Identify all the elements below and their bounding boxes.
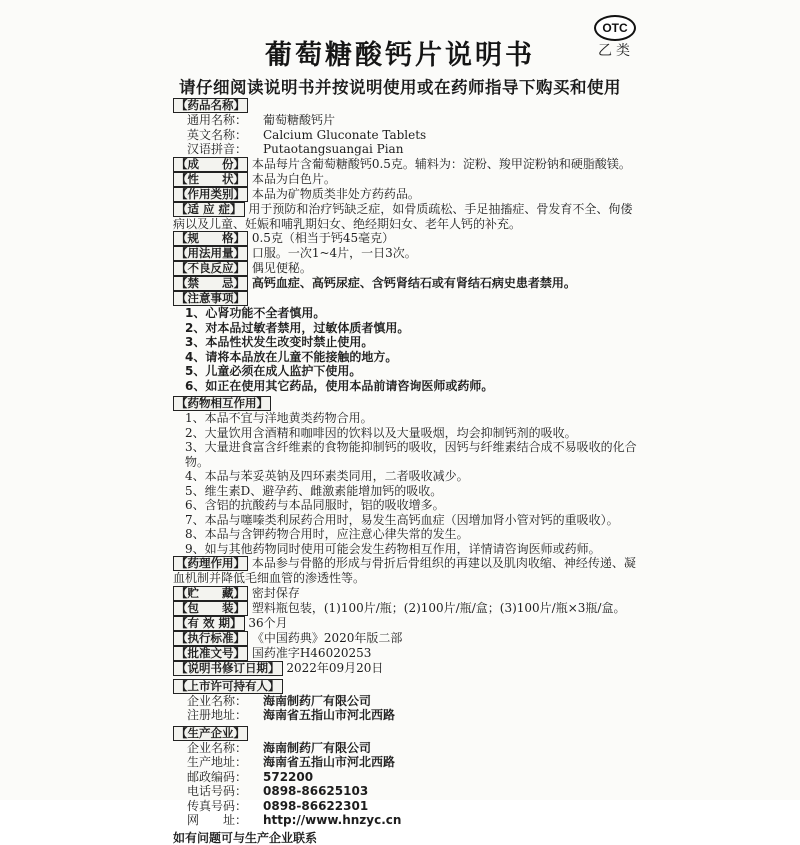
- field-label: 企业名称：: [187, 694, 263, 709]
- phone-row: [173, 784, 639, 799]
- precaution-item: 1、心肾功能不全者慎用。: [173, 306, 639, 321]
- section-heading-spec: 【规 格】: [173, 231, 248, 246]
- precaution-item: 5、儿童必须在成人监护下使用。: [173, 364, 639, 379]
- field-label: 传真号码：: [187, 799, 263, 814]
- package-text: 塑料瓶包装，(1)100片/瓶；(2)100片/瓶/盒；(3)100片/瓶×3瓶/盒。: [252, 601, 626, 615]
- precaution-item: 4、请将本品放在儿童不能接触的地方。: [173, 350, 639, 365]
- indications-text: 用于预防和治疗钙缺乏症，如骨质疏松、手足抽搐症、骨发育不全、佝偻病以及儿童、妊娠和哺乳期妇女、绝经期妇女、老年人钙的补充。: [173, 202, 632, 231]
- fax-row: [173, 799, 639, 814]
- field-label: 英文名称：: [187, 128, 263, 143]
- field-label: 通用名称：: [187, 113, 263, 128]
- section-heading-precautions: 【注意事项】: [173, 291, 248, 306]
- composition-text: 本品每片含葡萄糖酸钙0.5克。辅料为：淀粉、羧甲淀粉钠和硬脂酸镁。: [252, 157, 631, 171]
- dosage-text: 口服。一次1~4片，一日3次。: [252, 246, 417, 260]
- postcode-row: [173, 770, 639, 785]
- field-value: 海南省五指山市河北西路: [263, 708, 395, 722]
- section-heading-interactions: 【药物相互作用】: [173, 396, 271, 411]
- field-value: Putaotangsuangai Pian: [263, 142, 403, 156]
- section-heading-category: 【作用类别】: [173, 187, 248, 202]
- field-label: 企业名称：: [187, 741, 263, 756]
- field-value: 葡萄糖酸钙片: [263, 113, 335, 127]
- properties-text: 本品为白色片。: [252, 172, 336, 186]
- field-value: 0898-86625103: [263, 784, 368, 798]
- english-name-row: [173, 128, 639, 143]
- section-heading-adverse: 【不良反应】: [173, 261, 248, 276]
- section-heading-indications: 【适 应 症】: [173, 202, 245, 217]
- section-heading-approval: 【批准文号】: [173, 646, 248, 661]
- manufacturer-address-row: [173, 755, 639, 770]
- section-heading-pharmacology: 【药理作用】: [173, 556, 248, 571]
- section-heading-manufacturer: 【生产企业】: [173, 726, 248, 741]
- holder-name-row: [173, 694, 639, 709]
- section-heading-revision: 【说明书修订日期】: [173, 661, 283, 676]
- section-heading-drug-name: 【药品名称】: [173, 98, 248, 113]
- spec-text: 0.5克（相当于钙45毫克）: [252, 231, 394, 245]
- pharmacology-text: 本品参与骨骼的形成与骨折后骨组织的再建以及肌肉收缩、神经传递、凝血机制并降低毛细血管的渗透性等。: [173, 556, 636, 585]
- section-heading-composition: 【成 份】: [173, 157, 248, 172]
- adverse-text: 偶见便秘。: [252, 261, 312, 275]
- holder-address-row: [173, 708, 639, 723]
- section-heading-properties: 【性 状】: [173, 172, 248, 187]
- validity-text: 36个月: [248, 616, 287, 630]
- field-value: 海南制药厂有限公司: [263, 741, 371, 755]
- precaution-item: 6、如正在使用其它药品，使用本品前请咨询医师或药师。: [173, 379, 639, 394]
- leaflet-title: 葡萄糖酸钙片说明书: [0, 33, 800, 72]
- category-text: 本品为矿物质类非处方药药品。: [252, 187, 420, 201]
- section-heading-storage: 【贮 藏】: [173, 586, 248, 601]
- interaction-item: 3、大量进食富含纤维素的食物能抑制钙的吸收，因钙与纤维素结合成不易吸收的化合物。: [173, 440, 639, 469]
- precaution-item: 3、本品性状发生改变时禁止使用。: [173, 335, 639, 350]
- contraindications-text: 高钙血症、高钙尿症、含钙肾结石或有肾结石病史患者禁用。: [252, 276, 576, 290]
- field-value: 572200: [263, 770, 313, 784]
- otc-badge: OTC: [594, 15, 636, 41]
- section-heading-contraindications: 【禁 忌】: [173, 276, 248, 291]
- manufacturer-name-row: [173, 741, 639, 756]
- field-value: 0898-86622301: [263, 799, 368, 813]
- approval-text: 国药准字H46020253: [252, 646, 372, 660]
- interaction-item: 2、大量饮用含酒精和咖啡因的饮料以及大量吸烟，均会抑制钙剂的吸收。: [173, 426, 639, 441]
- revision-text: 2022年09月20日: [286, 661, 383, 675]
- generic-name-row: [173, 113, 639, 128]
- interaction-item: 7、本品与噻嗪类利尿药合用时，易发生高钙血症（因增加肾小管对钙的重吸收）。: [173, 513, 639, 528]
- section-heading-package: 【包 装】: [173, 601, 248, 616]
- field-value: Calcium Gluconate Tablets: [263, 128, 426, 142]
- field-label: 注册地址：: [187, 708, 263, 723]
- interaction-item: 4、本品与苯妥英钠及四环素类同用，二者吸收减少。: [173, 469, 639, 484]
- field-label: 汉语拼音：: [187, 142, 263, 157]
- field-label: 生产地址：: [187, 755, 263, 770]
- precaution-item: 2、对本品过敏者禁用，过敏体质者慎用。: [173, 321, 639, 336]
- field-label: 电话号码：: [187, 784, 263, 799]
- field-value: 海南制药厂有限公司: [263, 694, 371, 708]
- section-heading-validity: 【有 效 期】: [173, 616, 245, 631]
- footer-note: 如有问题可与生产企业联系: [173, 831, 639, 845]
- otc-class-label: 乙类: [598, 40, 634, 60]
- field-label: 网 址：: [187, 813, 263, 828]
- field-value: 海南省五指山市河北西路: [263, 755, 395, 769]
- website-link[interactable]: http://www.hnzyc.cn: [263, 813, 401, 827]
- website-row: [173, 813, 639, 828]
- section-heading-standard: 【执行标准】: [173, 631, 248, 646]
- section-heading-dosage: 【用法用量】: [173, 246, 248, 261]
- interaction-item: 9、如与其他药物同时使用可能会发生药物相互作用，详情请咨询医师或药师。: [173, 542, 639, 557]
- storage-text: 密封保存: [252, 586, 300, 600]
- interaction-item: 1、本品不宜与洋地黄类药物合用。: [173, 411, 639, 426]
- interaction-item: 8、本品与含钾药物合用时，应注意心律失常的发生。: [173, 527, 639, 542]
- section-heading-license-holder: 【上市许可持有人】: [173, 679, 283, 694]
- pinyin-name-row: [173, 142, 639, 157]
- leaflet-content: [173, 98, 639, 845]
- standard-text: 《中国药典》2020年版二部: [252, 631, 403, 645]
- leaflet-subtitle: 请仔细阅读说明书并按说明使用或在药师指导下购买和使用: [0, 74, 800, 98]
- interaction-item: 5、维生素D、避孕药、雌激素能增加钙的吸收。: [173, 484, 639, 499]
- field-label: 邮政编码：: [187, 770, 263, 785]
- interaction-item: 6、含铝的抗酸药与本品同服时，铝的吸收增多。: [173, 498, 639, 513]
